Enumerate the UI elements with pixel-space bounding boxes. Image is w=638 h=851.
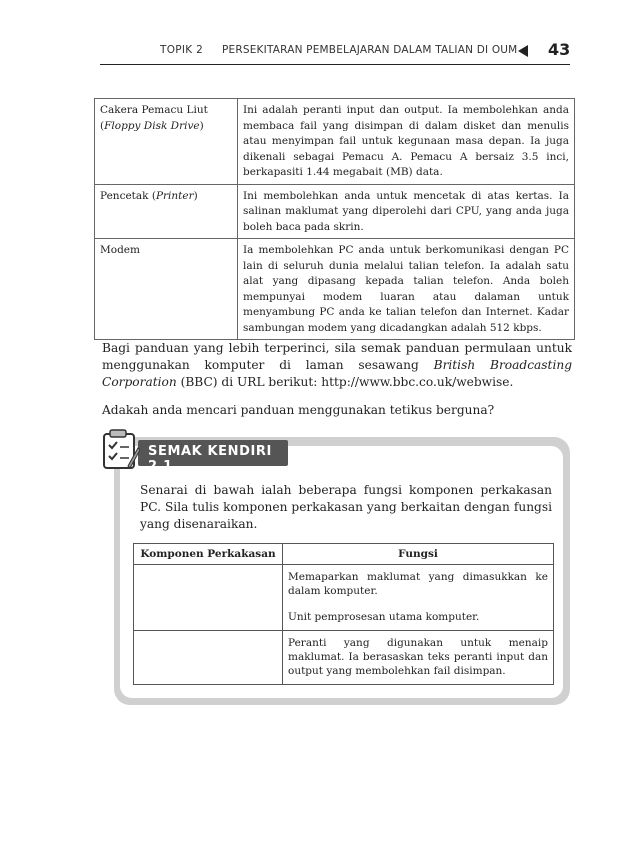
table-row [134,565,554,631]
table-row [95,239,575,340]
component-english-name: Floppy Disk Drive [104,119,200,132]
triangle-marker-icon [518,45,528,57]
checklist-pencil-icon [98,428,140,472]
hardware-components-table [94,98,575,340]
table-header-row [134,544,554,565]
component-description-cell: Ini membolehkan anda untuk mencetak di atas kertas. Ia salinan maklumat yang diperolehi dari CPU, yang anda juga boleh baca pada skrin. [238,184,575,239]
component-name-cell: Cakera Pemacu Liut (Floppy Disk Drive) [95,99,238,185]
component-answer-cell[interactable] [134,631,283,685]
table-row [95,99,575,185]
self-check-table [133,543,554,685]
table-row [95,184,575,239]
table-row [134,631,554,685]
component-name-cell: Modem [95,239,238,340]
component-answer-cell[interactable] [134,565,283,631]
column-header-function: Fungsi [283,544,554,565]
self-check-badge: SEMAK KENDIRI 2.1 [138,440,288,466]
bbc-name: British Broadcasting Corporation [102,358,573,389]
component-description-cell: Ini adalah peranti input dan output. Ia membolehkan anda membaca fail yang disimpan di dalam disket dan menulis atau menyimpan fail untuk kegunaan masa depan. Ia juga dikenali sebagai Pemacu A. Pemacu A bersaiz 3.5 inci, berkapasiti 1.44 megabait (MB) data. [238,99,575,185]
column-header-component: Komponen Perkakasan [134,544,283,565]
function-cell: Peranti yang digunakan untuk menaip maklumat. Ia berasaskan teks peranti input dan output yang membolehkan fail disimpan. [283,631,554,685]
guide-paragraph: Bagi panduan yang lebih terperinci, sila semak panduan permulaan untuk menggunakan komputer di laman sesawang British Broadcasting Corporation (BBC) di URL berikut: http://www.bbc.co.uk/webwise. [102,341,573,389]
question-paragraph: Adakah anda mencari panduan menggunakan tetikus berguna? [102,403,495,417]
page-header [100,42,570,64]
page-number: 43 [548,40,571,59]
chapter-title: PERSEKITARAN PEMBELAJARAN DALAM TALIAN DI OUM [222,44,518,56]
topic-label: TOPIK 2 [160,44,204,56]
header-rule [100,64,570,65]
function-cell: Memaparkan maklumat yang dimasukkan ke dalam komputer. Unit pemprosesan utama komputer. [283,565,554,631]
component-name-cell: Pencetak (Printer) [95,184,238,239]
component-description-cell: Ia membolehkan PC anda untuk berkomunikasi dengan PC lain di seluruh dunia melalui talian telefon. Ia adalah satu alat yang dipasang kepada talian telefon. Anda boleh mempunyai modem luaran atau dalaman untuk menyambung PC anda ke talian telefon dan Internet. Kadar sambungan modem yang dicadangkan adalah 512 kbps. [238,239,575,340]
component-english-name: Printer [155,189,194,202]
self-check-instruction: Senarai di bawah ialah beberapa fungsi komponen perkakasan PC. Sila tulis komponen perkakasan yang berkaitan dengan fungsi yang disenaraikan. [140,483,552,531]
